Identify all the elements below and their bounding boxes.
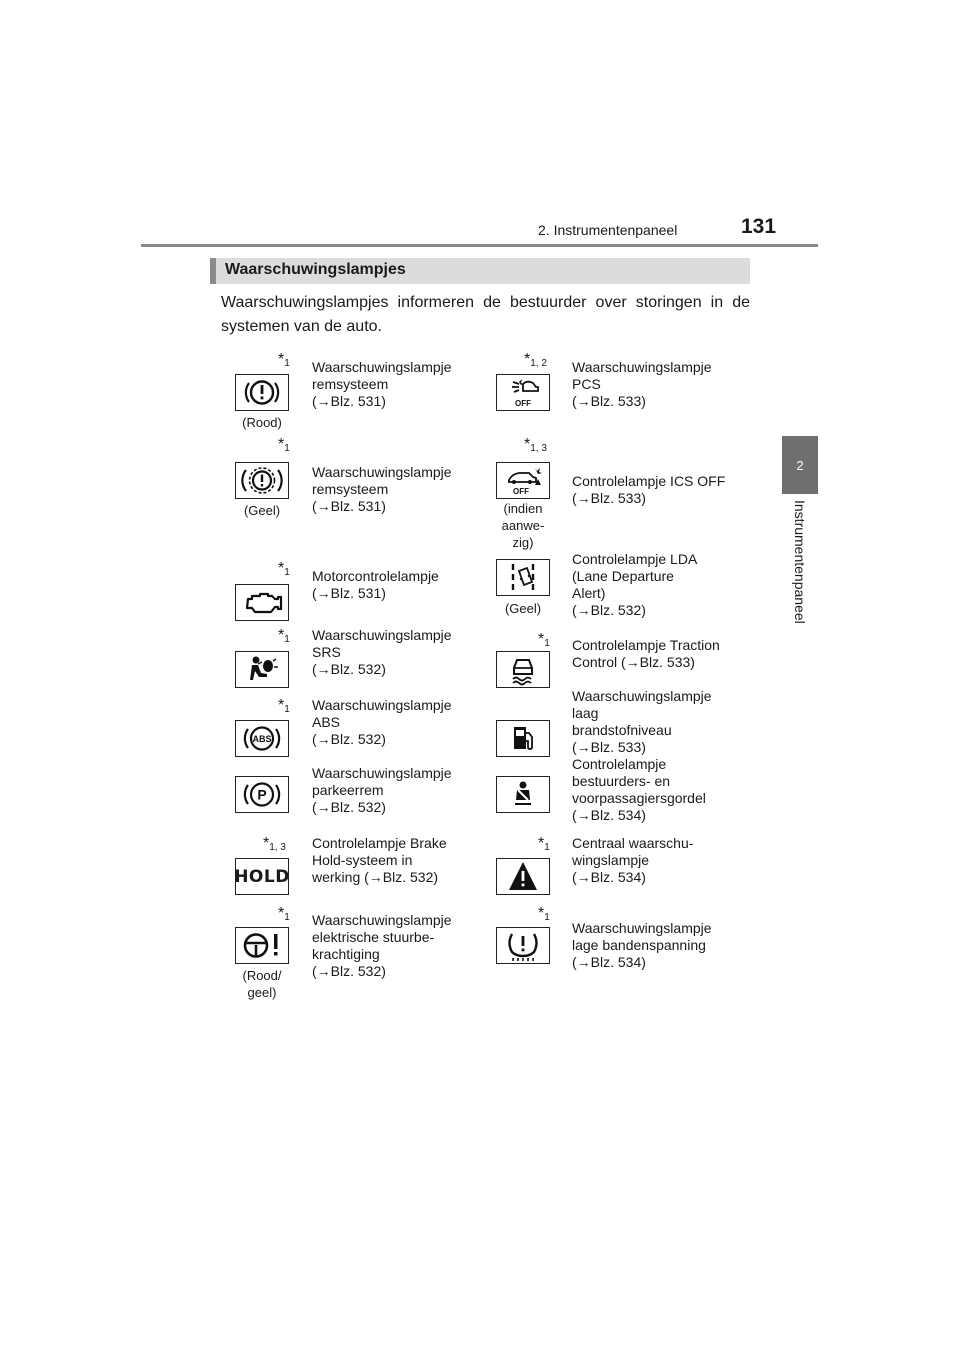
section-title: Waarschuwingslampjes: [225, 261, 406, 278]
lamp-color-note: (Rood/ geel): [242, 968, 282, 1000]
ics-off-icon: [496, 462, 550, 499]
lamp-description: Controlelampje LDA (Lane Departure Alert) (→Blz. 532): [572, 551, 698, 618]
footnote-ref: $*_{1, 2}$: [524, 351, 547, 369]
lamp-color-note: (Geel): [504, 601, 542, 616]
section-intro: Waarschuwingslampjes informeren de bestuurder over storingen in de systemen van de auto.: [221, 294, 750, 335]
svg-text:ABS: ABS: [252, 734, 272, 744]
lamp-color-note: (Rood): [242, 415, 282, 430]
airbag-icon: [235, 651, 289, 688]
lamp-color-note: (indien aanwe- zig): [501, 501, 545, 550]
svg-text:P: P: [257, 786, 267, 803]
footnote-ref: $*_1$: [278, 627, 290, 645]
master-warning-icon: [496, 858, 550, 895]
lamp-description: Waarschuwingslampje parkeerrem (→Blz. 532): [312, 765, 452, 815]
parking-brake-icon: [235, 776, 289, 813]
hold-icon: [235, 858, 289, 895]
abs-icon: [235, 720, 289, 757]
svg-text:OFF: OFF: [513, 487, 529, 496]
seatbelt-icon: [496, 776, 550, 813]
header-chapter: 2. Instrumentenpaneel: [538, 222, 678, 238]
lamp-description: Waarschuwingslampje PCS (→Blz. 533): [572, 359, 712, 409]
lamp-description: Motorcontrolelampje (→Blz. 531): [312, 568, 439, 601]
chapter-side-tab: [782, 436, 818, 494]
brake-warning-icon: [235, 374, 289, 411]
header-rule: [141, 244, 818, 247]
tire-pressure-icon: [496, 927, 550, 964]
footnote-ref: $*_1$: [278, 697, 290, 715]
lamp-description: Controlelampje ICS OFF (→Blz. 533): [572, 473, 726, 506]
hold-label: HOLD: [234, 866, 290, 887]
lamp-description: Controlelampje Brake Hold-systeem in werking (→Blz. 532): [312, 835, 447, 885]
lamp-description: Waarschuwingslampje SRS (→Blz. 532): [312, 627, 452, 677]
side-tab-label: Instrumentenpaneel: [792, 500, 808, 624]
engine-icon: [235, 584, 289, 621]
footnote-ref: $*_1$: [278, 905, 290, 923]
side-tab-number: 2: [796, 458, 804, 473]
footnote-ref: $*_1$: [278, 351, 290, 369]
lamp-description: Waarschuwingslampje ABS (→Blz. 532): [312, 697, 452, 747]
lamp-description: Centraal waarschu- wingslampje (→Blz. 534): [572, 835, 694, 885]
lamp-description: Waarschuwingslampje elektrische stuurbe- krachtiging (→Blz. 532): [312, 912, 452, 979]
footnote-ref: $*_1$: [538, 631, 550, 649]
lamp-description: Controlelampje bestuurders- en voorpassagiersgordel (→Blz. 534): [572, 756, 706, 823]
lamp-description: Waarschuwingslampje laag brandstofniveau (→Blz. 533): [572, 688, 712, 755]
footnote-ref: $*_{1, 3}$: [524, 436, 547, 454]
fuel-icon: [496, 720, 550, 757]
lamp-color-note: (Geel): [243, 503, 281, 518]
lda-icon: [496, 559, 550, 596]
lamp-description: Waarschuwingslampje remsysteem (→Blz. 531): [312, 359, 452, 409]
pcs-off-icon: [496, 374, 550, 411]
page-number: 131: [741, 215, 777, 238]
footnote-ref: $*_{1, 3}$: [263, 835, 286, 853]
footnote-ref: $*_1$: [538, 835, 550, 853]
traction-control-icon: [496, 651, 550, 688]
section-heading-bar: [210, 258, 750, 284]
lamp-description: Controlelampje Traction Control (→Blz. 533): [572, 637, 720, 670]
lamp-description: Waarschuwingslampje remsysteem (→Blz. 531): [312, 464, 452, 514]
footnote-ref: $*_1$: [538, 905, 550, 923]
power-steering-icon: [235, 927, 289, 964]
svg-text:OFF: OFF: [515, 399, 531, 408]
brake-system-icon: [235, 462, 289, 499]
footnote-ref: $*_1$: [278, 560, 290, 578]
footnote-ref: $*_1$: [278, 436, 290, 454]
lamp-description: Waarschuwingslampje lage bandenspanning (→Blz. 534): [572, 920, 712, 970]
section-accent: [210, 258, 216, 284]
